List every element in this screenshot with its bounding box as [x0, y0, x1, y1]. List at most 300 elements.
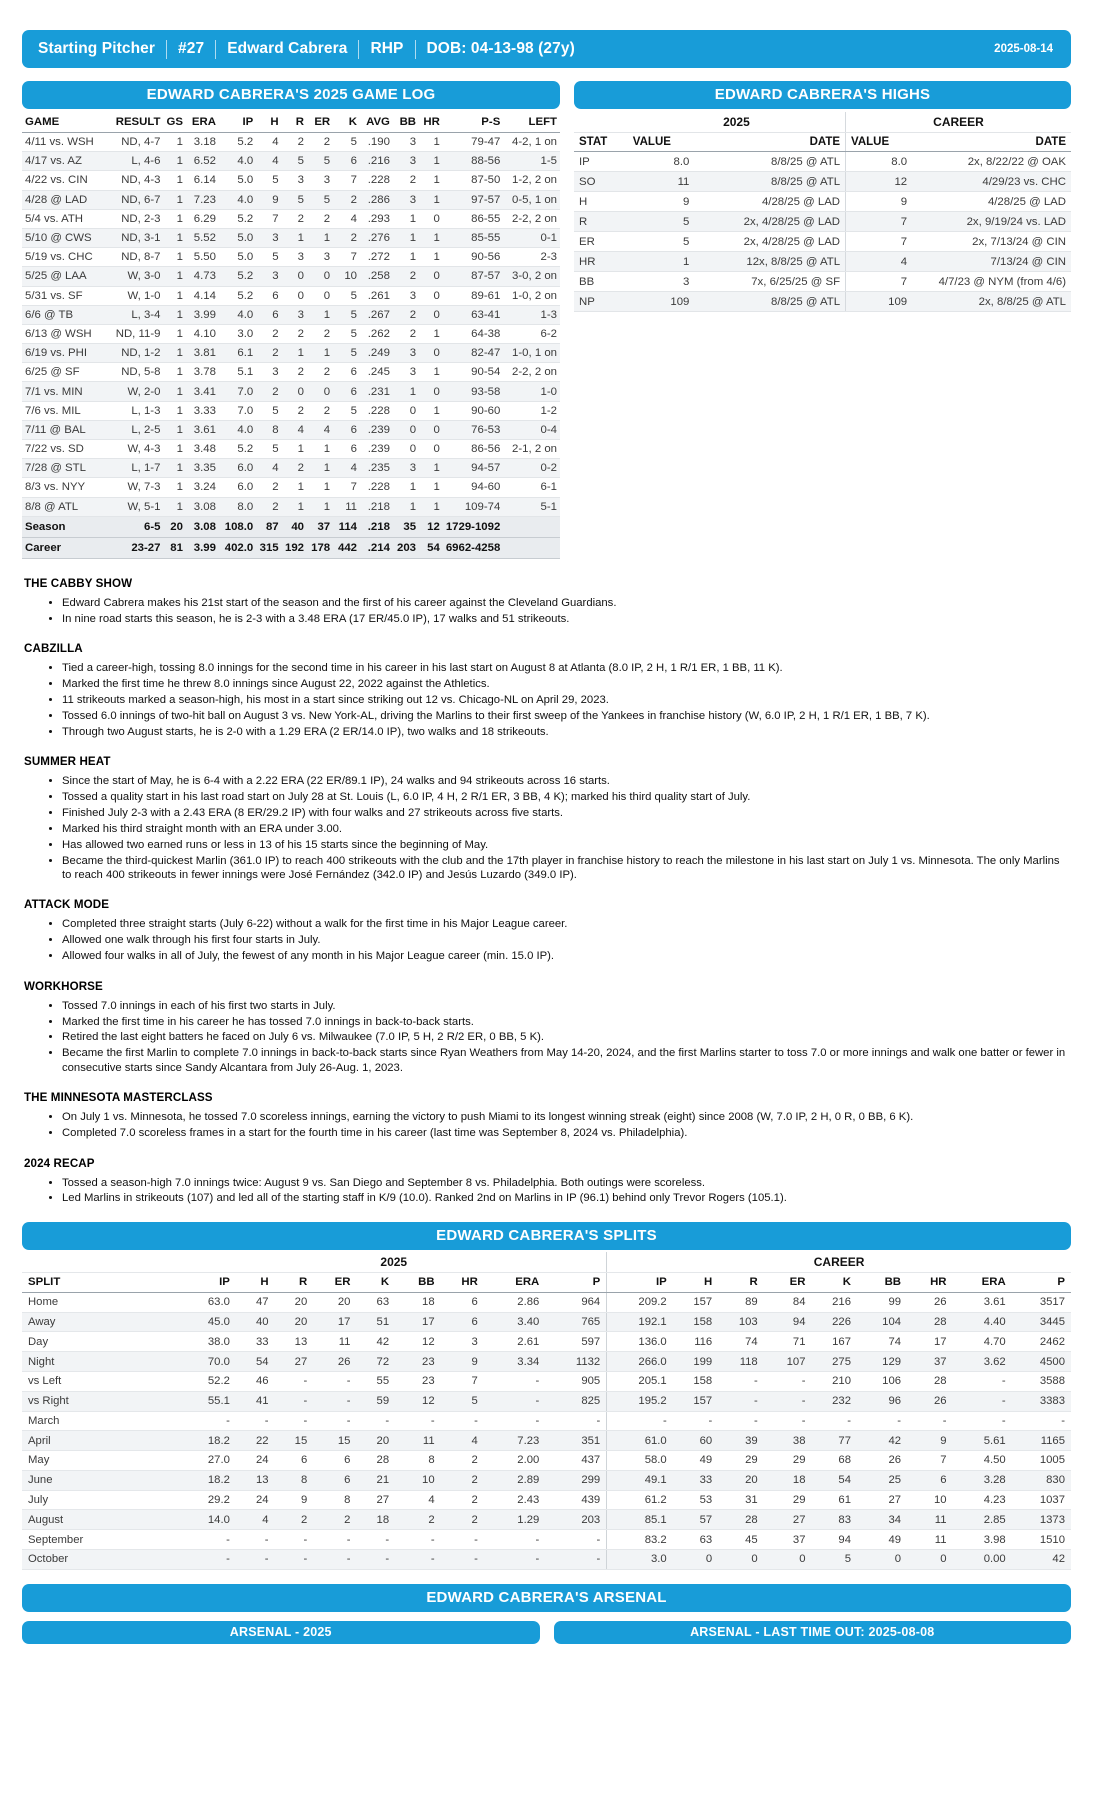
game-log-cell: 8	[256, 420, 281, 439]
game-log-cell: 1	[282, 344, 307, 363]
splits-cell-career: 34	[857, 1510, 907, 1530]
splits-cell-2025: 42	[356, 1332, 395, 1352]
note-bullet-list	[40, 1110, 1071, 1140]
splits-cell-2025: 4	[395, 1490, 441, 1510]
col-hr: HR	[419, 112, 443, 133]
game-log-cell: ND, 3-1	[108, 228, 164, 247]
splits-section	[22, 1222, 1071, 1570]
splits-cell-career: 26	[907, 1391, 953, 1411]
splits-cell-career: 84	[764, 1292, 812, 1312]
player-name: Edward Cabrera	[227, 40, 348, 57]
col-k-career: K	[811, 1272, 857, 1292]
splits-cell-career: 232	[811, 1391, 857, 1411]
game-log-cell: 5.2	[219, 440, 256, 459]
splits-cell-2025: -	[484, 1411, 545, 1431]
splits-cell-career: 33	[673, 1470, 719, 1490]
game-log-total-cell: 192	[282, 537, 307, 558]
splits-cell-career: 4.23	[953, 1490, 1012, 1510]
splits-cell-career: 4.70	[953, 1332, 1012, 1352]
splits-row-label: June	[22, 1470, 181, 1490]
splits-cell-2025: 351	[545, 1431, 606, 1451]
highs-cell: 7	[846, 272, 913, 292]
game-log-cell: 3.35	[186, 459, 219, 478]
game-log-total-row	[22, 516, 560, 537]
game-log-cell: 4	[307, 420, 333, 439]
splits-cell-career: 9	[907, 1431, 953, 1451]
highs-cell: 8.0	[628, 152, 695, 172]
game-log-cell: .239	[360, 440, 393, 459]
splits-cell-career: 99	[857, 1292, 907, 1312]
splits-cell-2025: 55	[356, 1371, 395, 1391]
game-log-cell: 90-56	[443, 248, 503, 267]
game-log-cell: ND, 2-3	[108, 209, 164, 228]
game-log-cell: 5/31 vs. SF	[22, 286, 108, 305]
splits-cell-2025: 6	[313, 1470, 356, 1490]
splits-cell-career: 39	[718, 1431, 764, 1451]
game-log-cell: 3.24	[186, 478, 219, 497]
splits-cell-career: 3.61	[953, 1292, 1012, 1312]
highs-cell: 2x, 7/13/24 @ CIN	[912, 232, 1071, 252]
splits-cell-2025: 7.23	[484, 1431, 545, 1451]
game-log-cell: 5/25 @ LAA	[22, 267, 108, 286]
col-value-career: VALUE	[846, 133, 913, 152]
game-log-cell: 2	[282, 363, 307, 382]
game-log-cell: .293	[360, 209, 393, 228]
col-bb: BB	[393, 112, 419, 133]
game-log-cell: 8.0	[219, 497, 256, 516]
game-log-cell: 0	[393, 420, 419, 439]
splits-cell-2025: 18	[395, 1292, 441, 1312]
splits-row	[22, 1549, 1071, 1569]
note-bullet: • Finished July 2-3 with a 2.43 ERA (8 ER/29.2 IP) with four walks and 27 strikeouts across five starts.	[62, 806, 1071, 820]
game-log-cell: 7.23	[186, 190, 219, 209]
game-log-cell: 1	[393, 478, 419, 497]
splits-cell-career: -	[811, 1411, 857, 1431]
game-log-row	[22, 305, 560, 324]
game-log-cell: 1	[419, 248, 443, 267]
splits-group-2025: 2025	[181, 1252, 606, 1273]
game-log-totals	[22, 516, 560, 558]
splits-cell-2025: 24	[236, 1490, 275, 1510]
highs-cell: 2x, 8/8/25 @ ATL	[912, 292, 1071, 312]
game-log-cell: 1	[163, 382, 185, 401]
splits-cell-2025: -	[275, 1549, 314, 1569]
game-log-cell: 7	[333, 478, 360, 497]
game-log-cell: 4.10	[186, 324, 219, 343]
game-log-cell: 8/3 vs. NYY	[22, 478, 108, 497]
splits-cell-career: 37	[907, 1352, 953, 1372]
game-log-cell: 5	[256, 171, 281, 190]
highs-row	[574, 192, 1071, 212]
game-log-cell: 0-5, 1 on	[503, 190, 560, 209]
game-log-cell: 3	[393, 459, 419, 478]
arsenal-2025-label: ARSENAL - 2025	[22, 1621, 540, 1644]
note-bullet-list	[40, 661, 1071, 739]
splits-row	[22, 1391, 1071, 1411]
game-log-cell: 0	[419, 440, 443, 459]
game-log-cell: 1	[393, 248, 419, 267]
game-log-cell: 6.29	[186, 209, 219, 228]
highs-cell: ER	[574, 232, 628, 252]
game-log-cell: 3	[282, 305, 307, 324]
game-log-row	[22, 440, 560, 459]
game-log-row	[22, 324, 560, 343]
game-log-cell: 1	[282, 478, 307, 497]
highs-group-career: CAREER	[846, 112, 1071, 133]
splits-body	[22, 1292, 1071, 1569]
splits-cell-2025: 63	[356, 1292, 395, 1312]
game-log-cell: 5	[333, 344, 360, 363]
game-log-total-cell: 23-27	[108, 537, 164, 558]
splits-cell-2025: -	[181, 1530, 236, 1550]
splits-cell-2025: 299	[545, 1470, 606, 1490]
col-bb-career: BB	[857, 1272, 907, 1292]
col-er-2025: ER	[313, 1272, 356, 1292]
splits-cell-2025: 3.40	[484, 1312, 545, 1332]
game-log-body	[22, 133, 560, 517]
splits-cell-career: 71	[764, 1332, 812, 1352]
splits-cell-career: 42	[857, 1431, 907, 1451]
col-left: LEFT	[503, 112, 560, 133]
splits-cell-career: 205.1	[607, 1371, 673, 1391]
col-date-2025: DATE	[694, 133, 845, 152]
highs-cell: 8/8/25 @ ATL	[694, 152, 845, 172]
splits-cell-career: 3.98	[953, 1530, 1012, 1550]
splits-cell-career: -	[718, 1391, 764, 1411]
game-log-cell: 0	[419, 209, 443, 228]
highs-cell: 4/29/23 vs. CHC	[912, 172, 1071, 192]
splits-cell-career: 63	[673, 1530, 719, 1550]
game-log-cell: 2	[307, 401, 333, 420]
splits-cell-2025: 6	[441, 1312, 484, 1332]
game-log-cell: 2-1, 2 on	[503, 440, 560, 459]
game-log-cell: 7	[333, 171, 360, 190]
game-log-cell: .239	[360, 420, 393, 439]
splits-cell-2025: -	[236, 1411, 275, 1431]
game-log-cell: 5.2	[219, 286, 256, 305]
splits-cell-2025: 55.1	[181, 1391, 236, 1411]
splits-cell-career: 3.0	[607, 1549, 673, 1569]
game-log-cell: 1	[163, 324, 185, 343]
game-log-row	[22, 497, 560, 516]
splits-cell-2025: 2	[395, 1510, 441, 1530]
game-log-cell: W, 3-0	[108, 267, 164, 286]
highs-cell: 4/7/23 @ NYM (from 4/6)	[912, 272, 1071, 292]
game-log-cell: .249	[360, 344, 393, 363]
col-game: GAME	[22, 112, 108, 133]
splits-cell-career: 83	[811, 1510, 857, 1530]
note-bullet: • Marked the first time he threw 8.0 innings since August 22, 2022 against the Athletics.	[62, 677, 1071, 691]
game-log-row	[22, 401, 560, 420]
game-log-cell: 3	[393, 344, 419, 363]
game-log-cell: 2	[393, 324, 419, 343]
splits-cell-career: 25	[857, 1470, 907, 1490]
splits-cell-career: 106	[857, 1371, 907, 1391]
splits-cell-2025: -	[236, 1530, 275, 1550]
game-log-cell: 1	[163, 171, 185, 190]
game-log-cell: 2	[282, 401, 307, 420]
game-log-cell: 0	[393, 401, 419, 420]
game-log-cell: 5	[307, 190, 333, 209]
game-log-cell: .228	[360, 478, 393, 497]
game-log-cell: 4.0	[219, 152, 256, 171]
splits-cell-2025: -	[545, 1549, 606, 1569]
game-log-cell: 1	[163, 152, 185, 171]
game-log-cell: 0	[419, 305, 443, 324]
player-header-banner	[22, 30, 1071, 68]
splits-cell-career: 28	[718, 1510, 764, 1530]
report-date: 2025-08-14	[994, 43, 1053, 55]
game-log-cell: 6	[333, 382, 360, 401]
splits-row-label: July	[22, 1490, 181, 1510]
game-log-cell: 87-57	[443, 267, 503, 286]
splits-cell-career: 61.0	[607, 1431, 673, 1451]
splits-cell-2025: 8	[395, 1451, 441, 1471]
splits-cell-2025: 439	[545, 1490, 606, 1510]
game-log-cell: 3.08	[186, 497, 219, 516]
highs-cell: 2x, 4/28/25 @ LAD	[694, 232, 845, 252]
game-log-cell: 1	[163, 344, 185, 363]
splits-cell-2025: -	[275, 1371, 314, 1391]
game-log-row	[22, 382, 560, 401]
splits-cell-2025: -	[356, 1530, 395, 1550]
game-log-row	[22, 152, 560, 171]
splits-cell-2025: -	[441, 1411, 484, 1431]
game-log-total-cell: 87	[256, 516, 281, 537]
game-log-cell: 1-2, 2 on	[503, 171, 560, 190]
col-h: H	[256, 112, 281, 133]
game-log-cell: L, 2-5	[108, 420, 164, 439]
game-log-cell: 7.0	[219, 382, 256, 401]
splits-cell-2025: -	[181, 1411, 236, 1431]
note-bullet: • Tossed a season-high 7.0 innings twice: August 9 vs. San Diego and September 8 vs. Philadelphia. Both outings were scoreless.	[62, 1176, 1071, 1190]
game-log-cell: 5/4 vs. ATH	[22, 209, 108, 228]
game-log-total-cell: 315	[256, 537, 281, 558]
game-log-cell: .262	[360, 324, 393, 343]
highs-row	[574, 252, 1071, 272]
game-log-total-cell: 54	[419, 537, 443, 558]
game-log-cell: 2	[307, 324, 333, 343]
col-p-2025: P	[545, 1272, 606, 1292]
splits-group-row	[22, 1252, 1071, 1273]
game-log-cell: 7/11 @ BAL	[22, 420, 108, 439]
game-log-cell: 87-50	[443, 171, 503, 190]
note-bullet: • Led Marlins in strikeouts (107) and led all of the starting staff in K/9 (10.0). Ranked 2nd on Marlins in IP (96.1) behind only Trevor Rogers (105.1).	[62, 1191, 1071, 1205]
splits-cell-career: 4.40	[953, 1312, 1012, 1332]
splits-cell-2025: 22	[236, 1431, 275, 1451]
splits-cell-career: 7	[907, 1451, 953, 1471]
game-log-row	[22, 459, 560, 478]
game-log-cell: 5	[333, 324, 360, 343]
splits-cell-2025: 2	[441, 1510, 484, 1530]
highs-cell: BB	[574, 272, 628, 292]
game-log-cell: 2	[282, 459, 307, 478]
game-log-cell: 5	[256, 401, 281, 420]
splits-cell-career: 60	[673, 1431, 719, 1451]
col-r: R	[282, 112, 307, 133]
game-log-cell: 3.18	[186, 133, 219, 152]
highs-row	[574, 272, 1071, 292]
splits-cell-career: 3.28	[953, 1470, 1012, 1490]
game-log-cell: 1	[307, 459, 333, 478]
game-log-total-cell: 37	[307, 516, 333, 537]
splits-cell-career: 116	[673, 1332, 719, 1352]
splits-row	[22, 1431, 1071, 1451]
game-log-cell: 6	[333, 420, 360, 439]
splits-cell-career: 85.1	[607, 1510, 673, 1530]
game-log-cell: 1	[163, 440, 185, 459]
game-log-cell: 3.99	[186, 305, 219, 324]
game-log-cell: 0	[282, 267, 307, 286]
game-log-cell: 4.14	[186, 286, 219, 305]
note-bullet: • Completed three straight starts (July 6-22) without a walk for the first time in his Major League career.	[62, 917, 1071, 931]
splits-row	[22, 1510, 1071, 1530]
splits-cell-career: 5	[811, 1549, 857, 1569]
game-log-cell: 76-53	[443, 420, 503, 439]
game-log-total-cell: 1729-1092	[443, 516, 503, 537]
splits-cell-career: 104	[857, 1312, 907, 1332]
splits-cell-career: 136.0	[607, 1332, 673, 1352]
splits-row-label: vs Left	[22, 1371, 181, 1391]
splits-cell-2025: 2.61	[484, 1332, 545, 1352]
splits-cell-2025: 52.2	[181, 1371, 236, 1391]
game-log-cell: 3.48	[186, 440, 219, 459]
highs-cell: 7	[846, 232, 913, 252]
game-log-cell: 109-74	[443, 497, 503, 516]
note-bullet: • Allowed four walks in all of July, the fewest of any month in his Major League career (min. 15.0 IP).	[62, 949, 1071, 963]
splits-cell-career: 94	[811, 1530, 857, 1550]
game-log-cell: 5	[256, 248, 281, 267]
player-header-info	[36, 40, 586, 59]
splits-row	[22, 1332, 1071, 1352]
game-log-cell: .231	[360, 382, 393, 401]
game-log-row	[22, 363, 560, 382]
splits-cell-career: -	[764, 1391, 812, 1411]
game-log-cell: 5/19 vs. CHC	[22, 248, 108, 267]
game-log-cell: W, 5-1	[108, 497, 164, 516]
splits-cell-career: 26	[907, 1292, 953, 1312]
col-ip-2025: IP	[181, 1272, 236, 1292]
game-log-cell: 5.2	[219, 209, 256, 228]
splits-cell-2025: 905	[545, 1371, 606, 1391]
note-section-heading: SUMMER HEAT	[24, 755, 111, 769]
game-log-cell: 11	[333, 497, 360, 516]
splits-cell-career: 3445	[1012, 1312, 1071, 1332]
game-log-total-cell: 6962-4258	[443, 537, 503, 558]
splits-cell-2025: -	[441, 1530, 484, 1550]
note-bullet-list	[40, 596, 1071, 626]
game-log-cell: 1	[419, 190, 443, 209]
game-log-total-cell: Season	[22, 516, 108, 537]
notes-section	[22, 577, 1071, 1206]
game-log-cell: L, 3-4	[108, 305, 164, 324]
game-log-cell: 1	[163, 420, 185, 439]
splits-cell-career: -	[764, 1411, 812, 1431]
splits-cell-2025: 2.00	[484, 1451, 545, 1471]
game-log-cell: 4.73	[186, 267, 219, 286]
splits-cell-2025: 41	[236, 1391, 275, 1411]
game-log-cell: 2	[256, 478, 281, 497]
game-log-cell: 2-2, 2 on	[503, 363, 560, 382]
splits-cell-2025: -	[275, 1391, 314, 1411]
game-log-cell: 3	[282, 248, 307, 267]
splits-cell-2025: 28	[356, 1451, 395, 1471]
game-log-cell: 3	[307, 171, 333, 190]
splits-cell-career: 0.00	[953, 1549, 1012, 1569]
game-log-cell: 7	[256, 209, 281, 228]
splits-cell-2025: -	[484, 1549, 545, 1569]
splits-cell-career: 29	[764, 1490, 812, 1510]
game-log-row	[22, 228, 560, 247]
highs-cell: 8.0	[846, 152, 913, 172]
game-log-cell: 0	[419, 344, 443, 363]
highs-cell: 12x, 8/8/25 @ ATL	[694, 252, 845, 272]
splits-cell-2025: 14.0	[181, 1510, 236, 1530]
col-date-career: DATE	[912, 133, 1071, 152]
splits-cell-career: 45	[718, 1530, 764, 1550]
splits-title: EDWARD CABRERA'S SPLITS	[22, 1222, 1071, 1250]
game-log-cell: W, 2-0	[108, 382, 164, 401]
splits-cell-2025: -	[545, 1530, 606, 1550]
note-section-heading: ATTACK MODE	[24, 898, 110, 912]
splits-cell-career: 38	[764, 1431, 812, 1451]
game-log-cell: 0	[307, 286, 333, 305]
splits-cell-career: -	[673, 1411, 719, 1431]
splits-cell-career: 129	[857, 1352, 907, 1372]
game-log-total-cell: 114	[333, 516, 360, 537]
splits-cell-career: 29	[764, 1451, 812, 1471]
col-era-2025: ERA	[484, 1272, 545, 1292]
game-log-total-cell: .218	[360, 516, 393, 537]
col-k-2025: K	[356, 1272, 395, 1292]
game-log-cell: 2	[333, 190, 360, 209]
col-ip-career: IP	[607, 1272, 673, 1292]
game-log-cell: 6	[256, 305, 281, 324]
arsenal-last-time-out-label: ARSENAL - LAST TIME OUT: 2025-08-08	[554, 1621, 1072, 1644]
game-log-cell: 1	[419, 459, 443, 478]
splits-row	[22, 1470, 1071, 1490]
game-log-total-cell: 402.0	[219, 537, 256, 558]
splits-cell-career: 118	[718, 1352, 764, 1372]
game-log-total-cell: 3.08	[186, 516, 219, 537]
game-log-cell: .267	[360, 305, 393, 324]
splits-cell-career: 1373	[1012, 1510, 1071, 1530]
game-log-cell: 1-0, 2 on	[503, 286, 560, 305]
splits-cell-2025: -	[313, 1371, 356, 1391]
col-era-career: ERA	[953, 1272, 1012, 1292]
game-log-cell: .218	[360, 497, 393, 516]
game-log-cell: 1	[282, 497, 307, 516]
game-log-cell: 6	[333, 363, 360, 382]
note-bullet: • Has allowed two earned runs or less in 13 of his 15 starts since the beginning of May.	[62, 838, 1071, 852]
splits-row-label: Day	[22, 1332, 181, 1352]
game-log-row	[22, 267, 560, 286]
splits-cell-2025: -	[275, 1530, 314, 1550]
player-throwing-hand: RHP	[370, 40, 404, 57]
game-log-cell: 0	[307, 267, 333, 286]
splits-cell-2025: 45.0	[181, 1312, 236, 1332]
game-log-cell: 2-3	[503, 248, 560, 267]
col-er-career: ER	[764, 1272, 812, 1292]
game-log-cell: 5.2	[219, 267, 256, 286]
game-log-cell: 94-57	[443, 459, 503, 478]
splits-cell-2025: 18.2	[181, 1431, 236, 1451]
game-log-cell: .190	[360, 133, 393, 152]
game-log-cell: 1	[419, 228, 443, 247]
highs-body	[574, 152, 1071, 312]
note-bullet: • Since the start of May, he is 6-4 with a 2.22 ERA (22 ER/89.1 IP), 24 walks and 94 strikeouts across 16 starts.	[62, 774, 1071, 788]
game-log-cell: .245	[360, 363, 393, 382]
